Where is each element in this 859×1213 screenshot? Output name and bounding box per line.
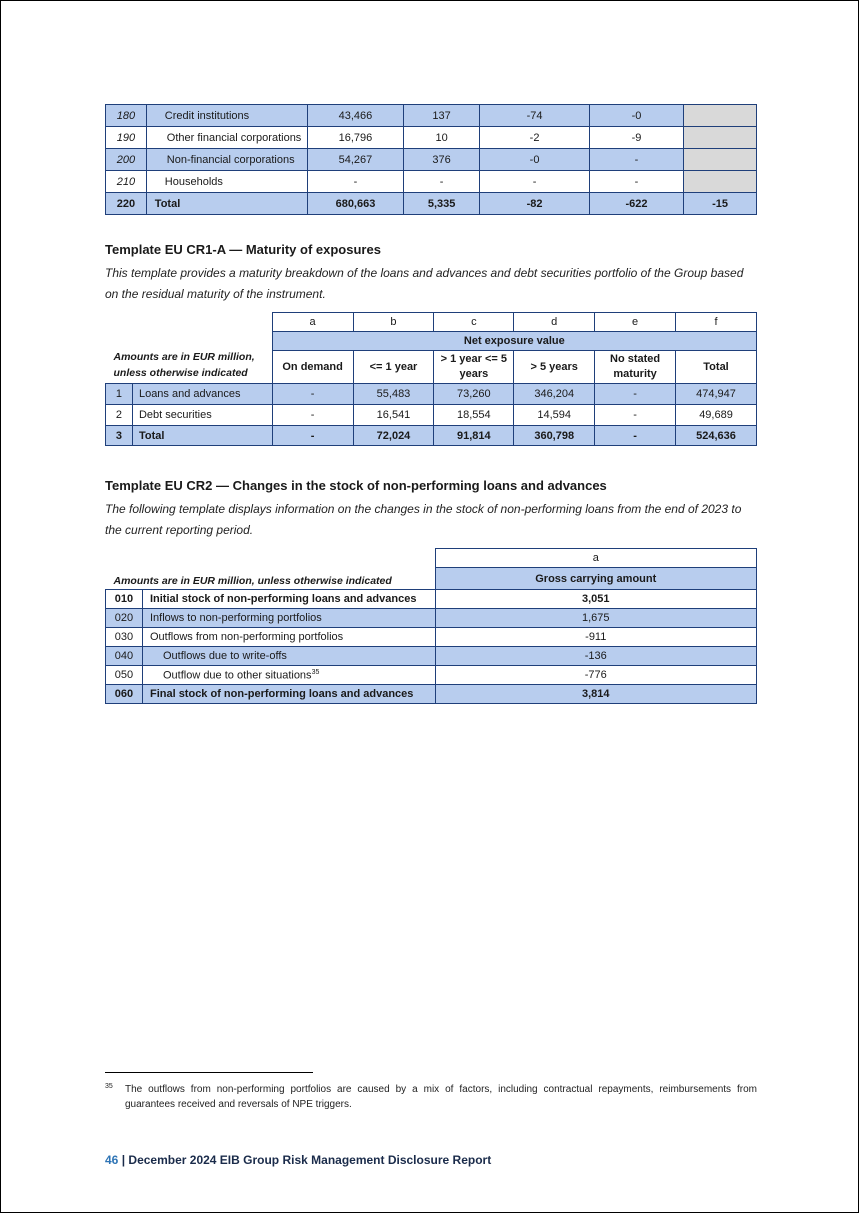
column-header: No stated maturity xyxy=(595,351,676,384)
row-code: 050 xyxy=(106,666,143,685)
cell-value: - xyxy=(595,405,676,426)
section-intro: The following template displays information on the changes in the stock of non-performing loans from the end of 2023 to the current reporting period. xyxy=(105,502,742,537)
table-row xyxy=(106,666,757,685)
column-header: Gross carrying amount xyxy=(435,568,756,590)
amounts-note: Amounts are in EUR million, unless otherwise indicated xyxy=(106,549,436,590)
row-code: 040 xyxy=(106,647,143,666)
cell-shaded xyxy=(684,127,757,149)
column-letter-row xyxy=(106,549,757,568)
row-code: 020 xyxy=(106,609,143,628)
column-header: Total xyxy=(676,351,757,384)
cell-value: 43,466 xyxy=(308,105,404,127)
section-intro: This template provides a maturity breakdown of the loans and advances and debt securities portfolio of the Group based on the residual maturity of the instrument. xyxy=(105,266,744,301)
row-number: 2 xyxy=(106,405,133,426)
cell-value: - xyxy=(480,171,589,193)
cell-value: -136 xyxy=(435,647,756,666)
cell-value: 54,267 xyxy=(308,149,404,171)
cell-shaded xyxy=(684,105,757,127)
row-label: Other financial corporations xyxy=(146,127,307,149)
section-title: Template EU CR1-A — Maturity of exposures xyxy=(105,242,381,257)
footer-separator: | xyxy=(121,1153,126,1167)
footnote-reference[interactable]: 35 xyxy=(311,668,320,676)
row-label: Initial stock of non-performing loans and advances xyxy=(142,590,435,609)
cell-value: -15 xyxy=(684,193,757,215)
row-code: 200 xyxy=(106,149,147,171)
table-row xyxy=(106,384,757,405)
cell-value: 524,636 xyxy=(676,426,757,446)
column-header: On demand xyxy=(272,351,353,384)
footnote-divider xyxy=(105,1072,313,1073)
column-letter: c xyxy=(434,313,514,332)
table-row xyxy=(106,171,757,193)
footnote-mark: 35 xyxy=(105,1083,113,1090)
cell-value: 49,689 xyxy=(676,405,757,426)
page-number: 46 xyxy=(105,1153,119,1167)
column-letter: a xyxy=(435,549,756,568)
cell-value: - xyxy=(589,149,683,171)
cell-value: - xyxy=(595,426,676,446)
cell-value: 360,798 xyxy=(514,426,595,446)
section-title: Template EU CR2 — Changes in the stock of non-performing loans and advances xyxy=(105,478,607,493)
cell-value: 14,594 xyxy=(514,405,595,426)
report-title: December 2024 EIB Group Risk Management Disclosure Report xyxy=(128,1153,492,1167)
footnote-text: The outflows from non-performing portfolios are caused by a mix of factors, including contractual repayments, reimbursements from guarantees received and reversals of NPE triggers. xyxy=(125,1084,757,1110)
column-header: <= 1 year xyxy=(353,351,434,384)
table-row-total xyxy=(106,685,757,704)
amounts-note: Amounts are in EUR million, unless otherwise indicated xyxy=(106,313,273,384)
cell-value: -9 xyxy=(589,127,683,149)
column-header: > 5 years xyxy=(514,351,595,384)
cell-value: -0 xyxy=(480,149,589,171)
cell-value: - xyxy=(272,384,353,405)
cell-value: - xyxy=(308,171,404,193)
cell-shaded xyxy=(684,171,757,193)
column-letter: a xyxy=(272,313,353,332)
table-row xyxy=(106,149,757,171)
cell-value: 16,541 xyxy=(353,405,434,426)
page-footer xyxy=(105,1153,491,1167)
cell-value: - xyxy=(272,405,353,426)
cell-value: 72,024 xyxy=(353,426,434,446)
row-label: Inflows to non-performing portfolios xyxy=(142,609,435,628)
row-label: Outflows from non-performing portfolios xyxy=(142,628,435,647)
cell-value: 16,796 xyxy=(308,127,404,149)
row-label: Final stock of non-performing loans and advances xyxy=(142,685,435,704)
cell-value: 73,260 xyxy=(434,384,514,405)
column-letter: e xyxy=(595,313,676,332)
row-code: 220 xyxy=(106,193,147,215)
cell-value: 376 xyxy=(403,149,479,171)
cell-value: -911 xyxy=(435,628,756,647)
table-row xyxy=(106,628,757,647)
table-row xyxy=(106,590,757,609)
cell-value: - xyxy=(403,171,479,193)
cell-value: 3,814 xyxy=(435,685,756,704)
cell-value: -622 xyxy=(589,193,683,215)
exposures-by-counterparty-table xyxy=(105,104,757,215)
row-code: 030 xyxy=(106,628,143,647)
cell-value: -74 xyxy=(480,105,589,127)
row-code: 190 xyxy=(106,127,147,149)
table-row xyxy=(106,647,757,666)
cell-value: 91,814 xyxy=(434,426,514,446)
row-label: Loans and advances xyxy=(132,384,272,405)
row-code: 060 xyxy=(106,685,143,704)
table-row xyxy=(106,609,757,628)
column-letter: d xyxy=(514,313,595,332)
row-code: 010 xyxy=(106,590,143,609)
cell-value: 18,554 xyxy=(434,405,514,426)
cell-value: 5,335 xyxy=(403,193,479,215)
cell-value: 10 xyxy=(403,127,479,149)
cell-value: 680,663 xyxy=(308,193,404,215)
row-label-cell xyxy=(142,666,435,685)
cell-value: -776 xyxy=(435,666,756,685)
cell-value: -0 xyxy=(589,105,683,127)
column-letters-row xyxy=(106,313,757,332)
row-label: Outflow due to other situations xyxy=(162,669,312,682)
table-row xyxy=(106,127,757,149)
table-row-total xyxy=(106,426,757,446)
cell-shaded xyxy=(684,149,757,171)
cell-value: - xyxy=(595,384,676,405)
footnote xyxy=(105,1082,757,1112)
row-code: 210 xyxy=(106,171,147,193)
row-number: 1 xyxy=(106,384,133,405)
table-row xyxy=(106,405,757,426)
non-performing-loans-table xyxy=(105,548,757,704)
cell-value: 3,051 xyxy=(435,590,756,609)
row-number: 3 xyxy=(106,426,133,446)
group-header: Net exposure value xyxy=(272,332,756,351)
cell-value: -82 xyxy=(480,193,589,215)
row-label: Households xyxy=(146,171,307,193)
column-header: > 1 year <= 5 years xyxy=(434,351,514,384)
row-code: 180 xyxy=(106,105,147,127)
cell-value: - xyxy=(272,426,353,446)
maturity-of-exposures-table xyxy=(105,312,757,446)
table-row xyxy=(106,105,757,127)
row-label: Credit institutions xyxy=(146,105,307,127)
cell-value: - xyxy=(589,171,683,193)
cell-value: -2 xyxy=(480,127,589,149)
cell-value: 1,675 xyxy=(435,609,756,628)
cell-value: 346,204 xyxy=(514,384,595,405)
cell-value: 137 xyxy=(403,105,479,127)
row-label: Outflows due to write-offs xyxy=(142,647,435,666)
row-label: Total xyxy=(146,193,307,215)
cell-value: 474,947 xyxy=(676,384,757,405)
table-row-total xyxy=(106,193,757,215)
column-letter: f xyxy=(676,313,757,332)
row-label: Total xyxy=(132,426,272,446)
row-label: Non-financial corporations xyxy=(146,149,307,171)
row-label: Debt securities xyxy=(132,405,272,426)
column-letter: b xyxy=(353,313,434,332)
cell-value: 55,483 xyxy=(353,384,434,405)
